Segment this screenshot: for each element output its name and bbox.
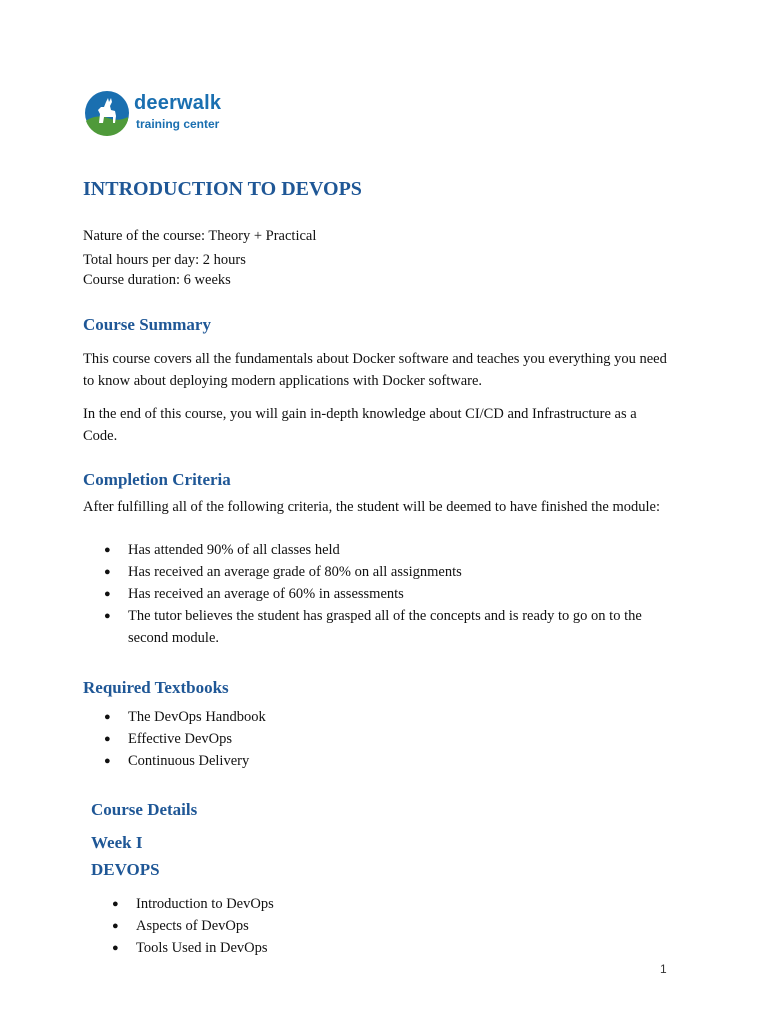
document-title: INTRODUCTION TO DEVOPS [83,178,362,200]
topic-heading: DEVOPS [91,860,160,879]
completion-intro: After fulfilling all of the following criteria, the student will be deemed to have finished the module: [83,499,661,515]
course-duration: Course duration: 6 weeks [83,272,231,288]
page-number: 1 [660,962,667,976]
summary-paragraph-1: This course covers all the fundamentals about Docker software and teaches you everything you need to know about deploying modern applications with Docker software. [83,351,667,389]
deer-logo-icon [84,90,130,136]
list-item: ● Introduction to DevOps [91,893,671,915]
list-item: ● Has received an average grade of 80% on all assignments [83,561,673,583]
completion-list [83,539,673,649]
summary-paragraph-2: In the end of this course, you will gain in-depth knowledge about CI/CD and Infrastructure as a Code. [83,406,637,444]
course-hours: Total hours per day: 2 hours [83,252,246,268]
list-item: ● Effective DevOps [83,728,673,750]
textbooks-heading: Required Textbooks [83,678,229,697]
summary-heading: Course Summary [83,315,211,334]
list-item: ● Has attended 90% of all classes held [83,539,673,561]
logo-name: deerwalk [134,92,222,114]
list-item: ● Continuous Delivery [83,750,673,772]
list-item: ● Aspects of DevOps [91,915,671,937]
textbooks-list [83,706,673,772]
week-topics-list [91,893,671,959]
week-heading: Week I [91,833,143,852]
deerwalk-logo [84,90,234,140]
list-item: ● Has received an average of 60% in assessments [83,583,673,605]
list-item: ● The tutor believes the student has grasped all of the concepts and is ready to go on to the second module. [83,605,673,649]
details-heading: Course Details [91,800,198,819]
completion-heading: Completion Criteria [83,470,231,489]
list-item: ● The DevOps Handbook [83,706,673,728]
course-nature: Nature of the course: Theory + Practical [83,228,317,244]
list-item: ● Tools Used in DevOps [91,937,671,959]
logo-subtitle: training center [136,117,220,131]
